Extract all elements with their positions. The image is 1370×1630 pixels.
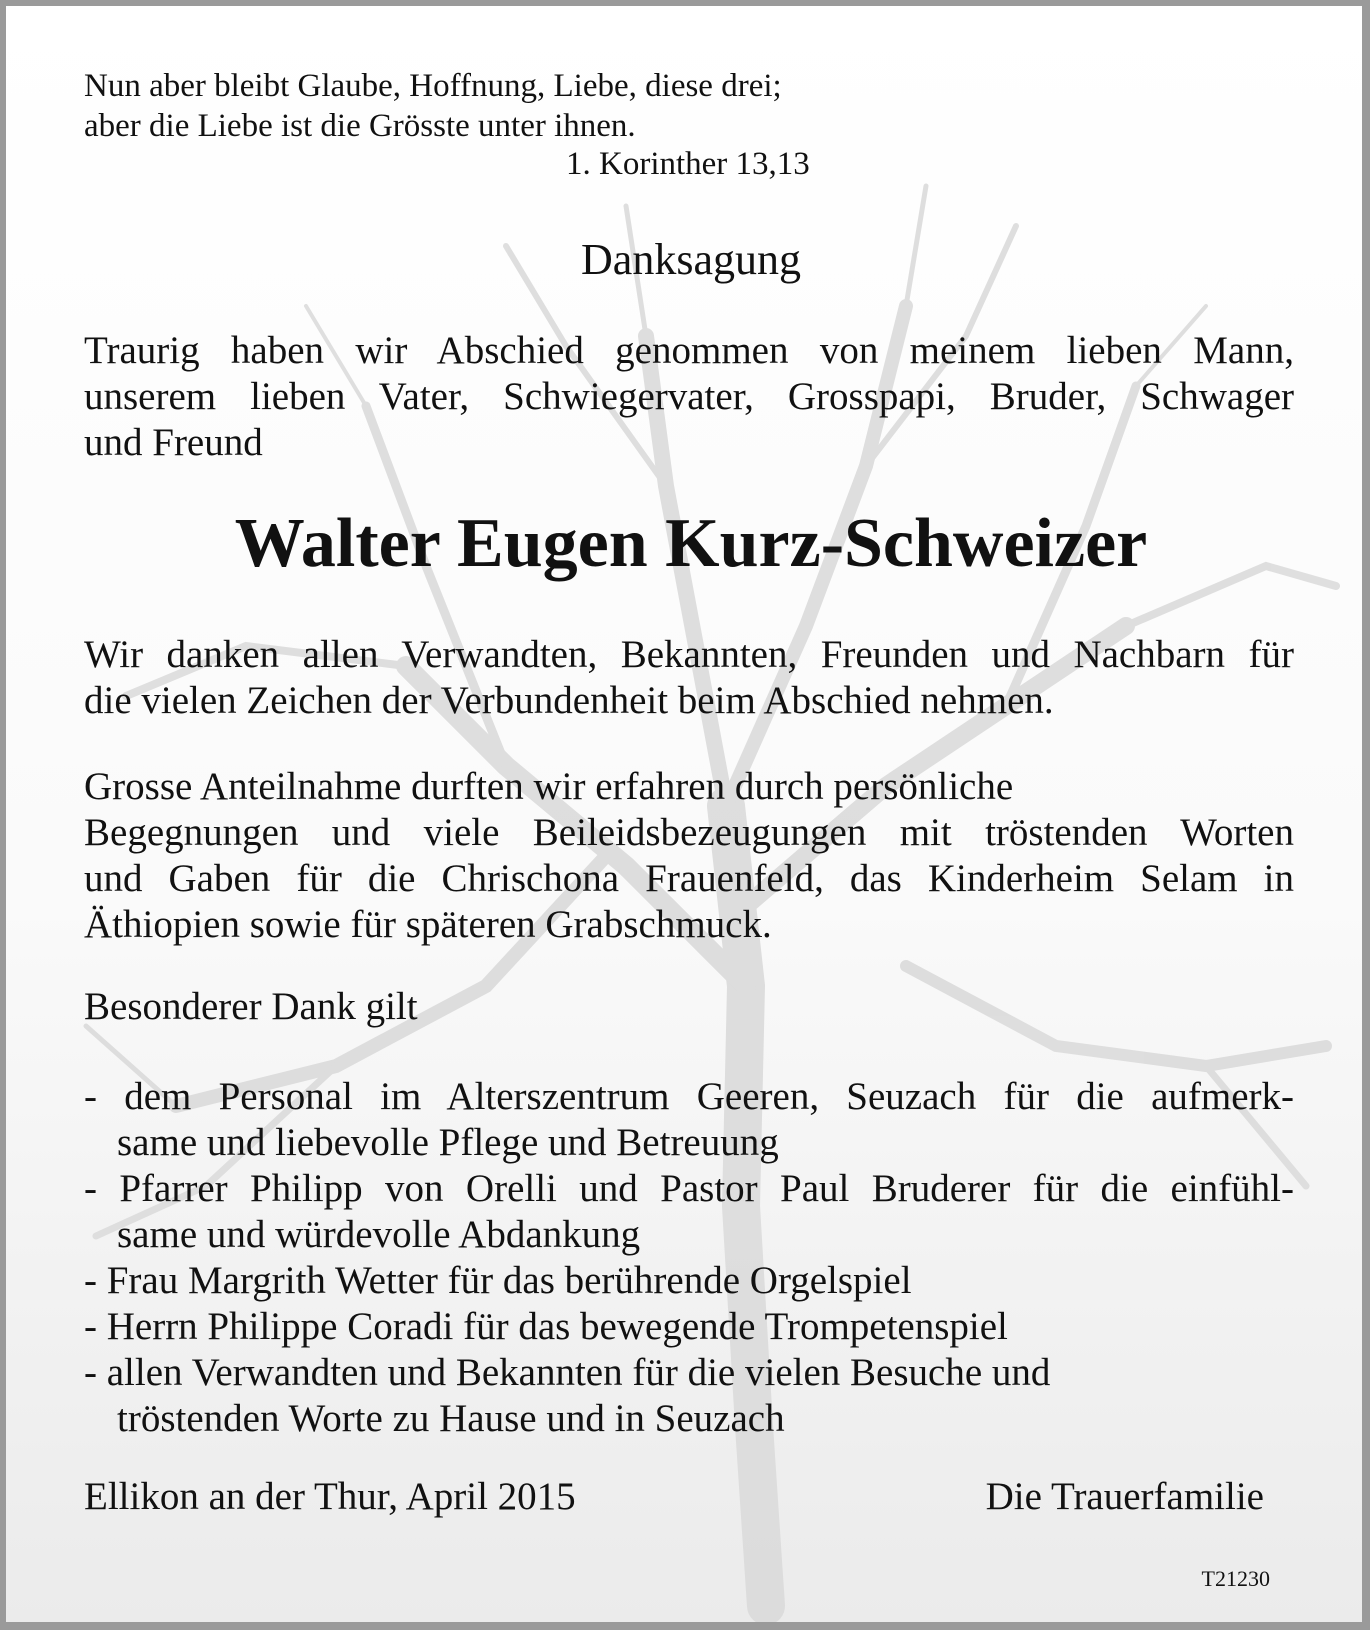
sympathy-line-2: Begegnungen und viele Beileidsbezeugungen mit tröstenden Worten: [84, 811, 1294, 854]
list-item-3: - Frau Margrith Wetter für das berührende Orgelspiel: [84, 1259, 912, 1302]
list-item-5-line-1: - allen Verwandten und Bekannten für die vielen Besuche und: [84, 1351, 1051, 1394]
sympathy-line-3: und Gaben für die Chrischona Frauenfeld, das Kinderheim Selam in: [84, 857, 1294, 900]
list-item-2-line-1: - Pfarrer Philipp von Orelli und Pastor Paul Bruderer für die einfühl-: [84, 1167, 1294, 1210]
thanks-line-2: die vielen Zeichen der Verbundenheit beim Abschied nehmen.: [84, 679, 1054, 722]
list-item-5-line-2: tröstenden Worte zu Hause und in Seuzach: [117, 1397, 785, 1440]
thanks-list: [84, 1074, 1294, 1442]
sympathy-line-1: Grosse Anteilnahme durften wir erfahren durch persönliche: [84, 765, 1014, 808]
heading-danksagung: Danksagung: [581, 235, 801, 284]
intro-paragraph: [84, 328, 1294, 466]
signature-family: Die Trauerfamilie: [985, 1475, 1264, 1518]
ad-code: T21230: [1201, 1566, 1270, 1591]
sympathy-line-4: Äthiopien sowie für späteren Grabschmuck.: [84, 903, 772, 946]
bible-verse-line-2: aber die Liebe ist die Grösste unter ihnen.: [84, 108, 636, 144]
list-item-1-line-2: same und liebevolle Pflege und Betreuung: [117, 1121, 779, 1164]
intro-line-1: Traurig haben wir Abschied genommen von meinem lieben Mann,: [84, 329, 1294, 372]
list-item-4: - Herrn Philippe Coradi für das bewegende Trompetenspiel: [84, 1305, 1008, 1348]
bible-verse-reference: 1. Korinther 13,13: [566, 146, 810, 182]
place-and-date: Ellikon an der Thur, April 2015: [84, 1475, 576, 1518]
intro-line-3: und Freund: [84, 421, 263, 464]
deceased-name: Walter Eugen Kurz-Schweizer: [234, 505, 1148, 582]
obituary-page: [6, 6, 1362, 1622]
intro-line-2: unserem lieben Vater, Schwiegervater, Grosspapi, Bruder, Schwager: [84, 375, 1294, 418]
thanks-line-1: Wir danken allen Verwandten, Bekannten, Freunden und Nachbarn für: [84, 633, 1294, 676]
list-item-2-line-2: same und würdevolle Abdankung: [117, 1213, 641, 1256]
bible-verse-line-1: Nun aber bleibt Glaube, Hoffnung, Liebe, diese drei;: [84, 68, 782, 104]
special-thanks-heading: Besonderer Dank gilt: [84, 985, 418, 1028]
thanks-paragraph: [84, 632, 1294, 724]
list-item-1-line-1: - dem Personal im Alterszentrum Geeren, Seuzach für die aufmerk-: [84, 1075, 1294, 1118]
sympathy-paragraph: [84, 764, 1294, 948]
